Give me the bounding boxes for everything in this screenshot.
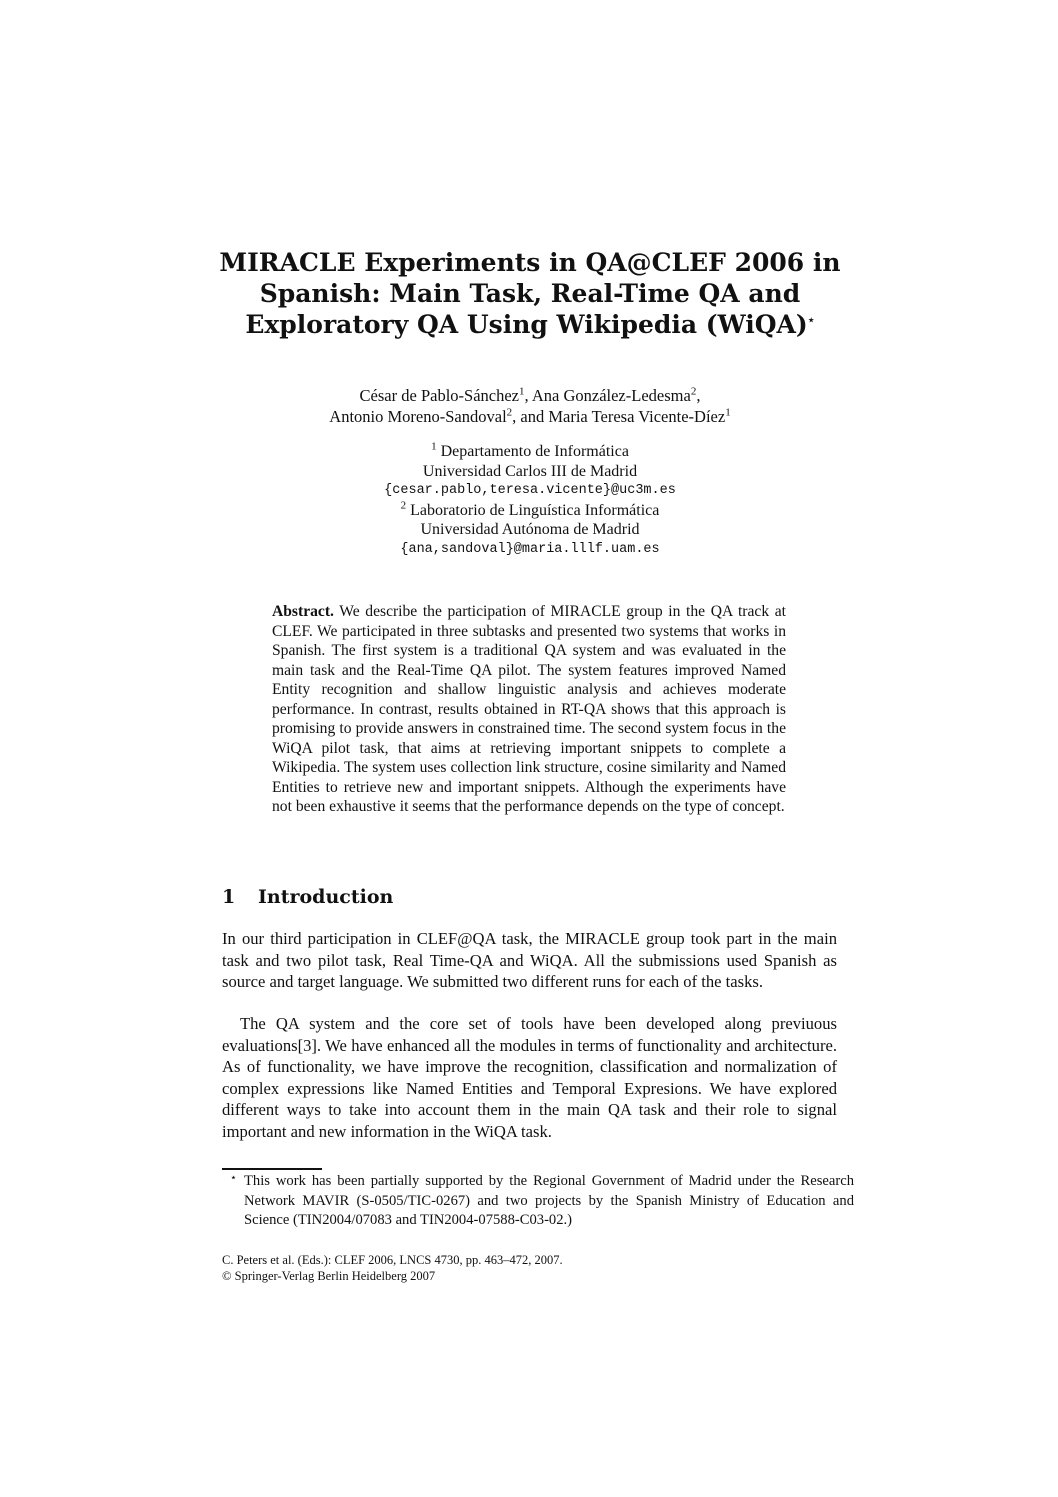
author-name: Ana González-Ledesma [531,386,691,405]
copyright-line: © Springer-Verlag Berlin Heidelberg 2007 [222,1269,436,1283]
affiliations [260,442,800,559]
author-list [160,385,900,427]
paper-title [160,247,900,340]
section-title: Introduction [258,886,394,908]
footnote-text: This work has been partially supported by the Regional Government of Madrid under the Research Network MAVIR (S-0505/TIC-0267) and two projects by the Spanish Ministry of Education and Science (TIN2004/07083 and TIN2004-07588-C03-02.) [244,1173,854,1228]
author-name: Antonio Moreno-Sandoval [329,407,507,426]
section-heading [222,886,393,908]
affiliation-univ: Universidad Autónoma de Madrid [420,521,640,538]
affiliation-dept: $^1$ Departamento de Informática [431,440,629,460]
author-affil-mark: 2 [690,385,697,398]
footnote-mark: ⋆ [230,1172,237,1184]
body-paragraph: In our third participation in CLEF@QA task, the MIRACLE group took part in the main task and two pilot task, Real Time-QA and WiQA. All the submissions used Spanish as source and target language. We submitted two different runs for each of the tasks. [222,929,837,992]
affiliation-univ: Universidad Carlos III de Madrid [422,462,638,480]
title-line: Exploratory QA Using Wikipedia (WiQA)⋆ [245,310,815,339]
footnote [230,1172,854,1231]
author-name: Maria Teresa Vicente-Díez [548,407,726,426]
author-line: César de Pablo-Sánchez$^1$, Ana González-Ledesma$^2$, [359,385,701,405]
title-line: Spanish: Main Task, Real-Time QA and [259,279,801,308]
author-affil-mark: 2 [506,406,513,419]
credit-line: C. Peters et al. (Eds.): CLEF 2006, LNCS 4730, pp. 463–472, 2007. [222,1253,563,1267]
title-line: MIRACLE Experiments in QA@CLEF 2006 in [219,248,841,277]
section-number: 1 [222,886,236,908]
author-affil-mark: 1 [519,385,525,398]
author-name: César de Pablo-Sánchez [359,386,519,405]
abstract [272,602,786,817]
affiliation-dept: $^2$ Laboratorio de Linguística Informática [400,499,660,519]
title-footnote-mark: ⋆ [807,313,815,327]
publication-credit [222,1252,563,1284]
footnote-rule [222,1168,322,1170]
abstract-text: We describe the participation of MIRACLE group in the QA track at CLEF. We participated in three subtasks and presented two systems that works in Spanish. The first system is a traditional QA system and was evaluated in the main task and the Real-Time QA pilot. The system features improved Named Entity recognition and shallow linguistic analysis and achieves moderate performance. In contrast, results obtained in RT-QA shows that this approach is promising to provide answers in constrained time. The second system focus in the WiQA pilot task, that aims at retrieving important snippets to complete a Wikipedia. The system uses collection link structure, cosine similarity and Named Entities to retrieve new and important snippets. Although the experiments have not been exhaustive it seems that the performance depends on the type of concept. [272,603,786,815]
affiliation-email: {ana,sandoval}@maria.lllf.uam.es [400,541,660,557]
author-affil-mark: 1 [725,406,731,419]
author-line: Antonio Moreno-Sandoval$^2$, and Maria Teresa Vicente-Díez$^1$ [329,406,731,426]
affiliation-email: {cesar.pablo,teresa.vicente}@uc3m.es [384,483,676,498]
body-paragraph: The QA system and the core set of tools have been developed along previuous evaluations[3]. We have enhanced all the modules in terms of functionality and architecture. As of functionality, we have improve the recognition, classification and normalization of complex expressions like Named Entities and Temporal Expresions. We have explored different ways to take into account them in the main QA task and their role to signal important and new information in the WiQA task. [222,1014,837,1141]
abstract-label: Abstract. [272,603,334,620]
